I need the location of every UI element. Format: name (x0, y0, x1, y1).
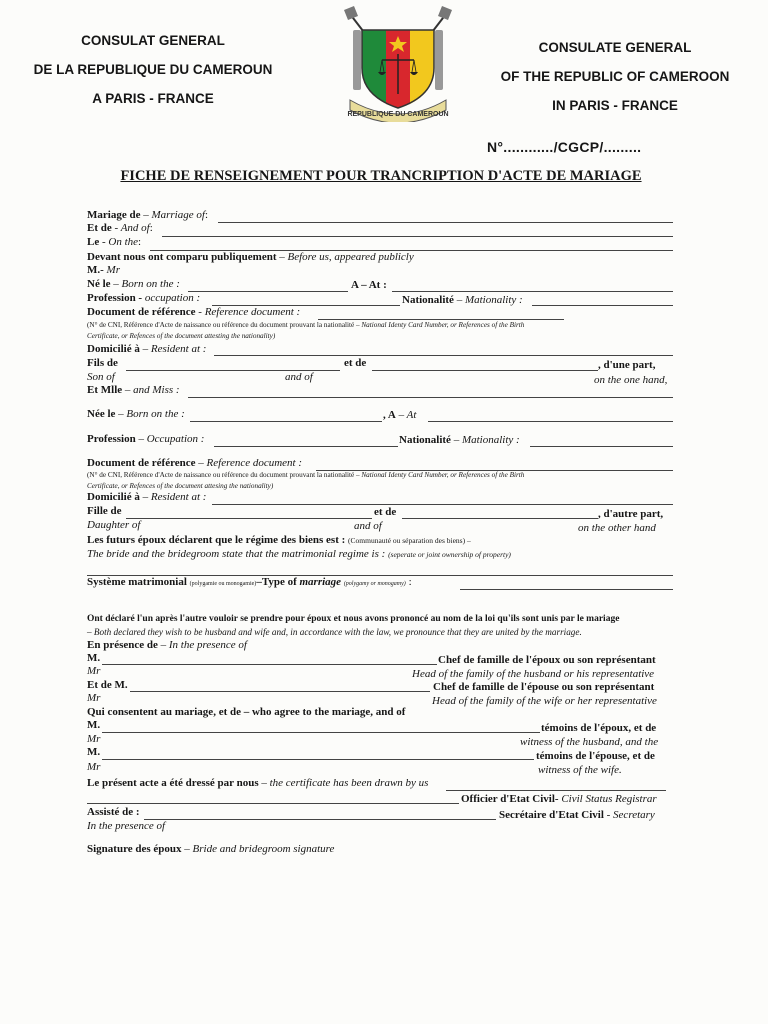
label-nationalite-1: Nationalité (402, 294, 454, 306)
label-other-hand: on the other hand (578, 522, 656, 534)
label-resident-1: – Resident at : (142, 343, 207, 355)
label-signature: Signature des époux (87, 843, 182, 855)
row-profession-2 (87, 433, 675, 447)
header-en-line-2: OF THE REPUBLIC OF CAMEROON (500, 69, 730, 84)
label-in-presence-of: In the presence of (87, 820, 166, 832)
header-fr (8, 26, 298, 113)
docref-note-2-en-2: Certificate, or Refences of the document attesing the nationality) (87, 482, 274, 490)
label-fille-de: Fille de (87, 505, 122, 517)
label-et-mlle: Et Mlle (87, 384, 123, 396)
label-and-of-2: and of (354, 520, 382, 532)
label-and-miss: – and Miss : (124, 384, 180, 396)
label-marriage-of: – Marriage of (143, 209, 205, 221)
row-le: Le - On the: (87, 236, 142, 248)
label-temoin-epoux: témoins de l'époux, et de (541, 722, 657, 734)
input-profession-2[interactable] (214, 446, 398, 447)
label-mationality-1: – Mationality : (456, 294, 523, 306)
label-at-2: – At (398, 409, 417, 421)
label-head-husband: Head of the family of the husband or his representative (412, 668, 655, 680)
label-a-2: , A (383, 409, 396, 421)
label-ne-le: Né le (87, 278, 111, 290)
label-dune-part: , d'une part, (598, 359, 656, 371)
label-consent-fr: Qui consentent au mariage, et de (87, 706, 241, 718)
row-docref-2 (87, 457, 675, 471)
input-mere-2[interactable] (402, 518, 598, 519)
label-dautre-part: , d'autre part, (598, 508, 664, 520)
label-officier: Officier d'Etat Civil- (461, 793, 559, 805)
label-consent-en: – who agree to the mariage, and of (243, 706, 406, 718)
row-regime-en (87, 548, 675, 562)
docref-note-1-en: – National Identy Card Number, or References of the Birth (356, 321, 525, 329)
input-systeme[interactable] (460, 589, 673, 590)
input-pere-2[interactable] (126, 518, 372, 519)
label-declare-en: – Both declared they wish to be husband and wife and, in accordance with the law, we pronounce that they are united by the marriage. (87, 627, 582, 637)
row-presence (87, 639, 675, 653)
label-regime-fr-note: (Communauté ou séparation des biens) – (348, 536, 471, 545)
label-et-de-2: et de (374, 506, 397, 518)
label-systeme-colon: : (408, 576, 412, 588)
row-domicile-2 (87, 491, 675, 505)
label-declare-fr: Ont déclaré l'un après l'autre vouloir se prendre pour époux et nous avons prononcé au nom de la loi qu'ils sont unis par le mariage (87, 614, 620, 624)
header-fr-line-3: A PARIS - FRANCE (92, 91, 214, 106)
label-fils-de: Fils de (87, 357, 118, 369)
row-et-mlle (87, 384, 675, 398)
label-registrar: Civil Status Registrar (561, 793, 657, 805)
label-regime-fr: Les futurs époux déclarent que le régime des biens est : (87, 534, 346, 546)
input-m-1[interactable] (102, 664, 437, 665)
label-mr-3: Mr (87, 733, 101, 745)
input-nationalite-2[interactable] (530, 446, 673, 447)
label-resident-2: – Resident at : (142, 491, 207, 503)
label-one-hand: on the one hand, (594, 374, 668, 386)
label-systeme: Système matrimonial (87, 576, 187, 588)
label-head-wife: Head of the family of the wife or her representative (432, 695, 657, 707)
row-et-de: Et de - And of: (87, 222, 153, 234)
docref-note-1 (87, 320, 657, 342)
label-chef-epoux: Chef de famille de l'époux ou son représentant (438, 654, 656, 666)
label-et-de-1: et de (344, 357, 367, 369)
label-m-4: M. (87, 746, 101, 758)
label-systeme-note: (polygamie ou monogamie) (189, 581, 257, 587)
label-witness-husband: witness of the husband, and the (520, 736, 659, 748)
row-present (87, 777, 675, 791)
label-m-1: M. (87, 652, 101, 664)
label-mr-1: Mr (87, 665, 101, 677)
row-fils-de (87, 357, 675, 371)
row-declare-fr (87, 614, 675, 628)
input-assiste[interactable] (144, 819, 496, 820)
label-nee-le: Née le (87, 408, 116, 420)
header-en-line-3: IN PARIS - FRANCE (552, 98, 678, 113)
label-regime-en-note: (seperate or joint ownership of property) (388, 550, 511, 559)
label-regime-en: The bride and the bridegroom state that the matrimonial regime is : (87, 548, 386, 560)
docref-note-1-fr: (N° de CNI, Référence d'Acte de naissance ou référence du document prouvant la nationalité (87, 321, 355, 329)
header-fr-line-2: DE LA REPUBLIQUE DU CAMEROUN (33, 62, 273, 77)
row-devant (87, 251, 675, 265)
input-m-2[interactable] (130, 691, 430, 692)
label-daughter-of: Daughter of (87, 519, 141, 531)
label-type-note: (polygamy or monogamy) (343, 581, 406, 587)
row-regime-fr (87, 534, 675, 548)
label-a-at: A – At : (351, 279, 387, 291)
label-present-fr: Le présent acte a été dressé par nous (87, 777, 259, 789)
label-devant: Devant nous ont comparu publiquement (87, 251, 277, 263)
row-profession-1 (87, 292, 675, 306)
label-mr-2: Mr (87, 692, 101, 704)
input-nee-le[interactable] (190, 421, 382, 422)
label-witness-wife: witness of the wife. (538, 764, 622, 776)
label-secretaire: Secrétaire d'Etat Civil (499, 809, 604, 821)
input-officier[interactable] (87, 803, 459, 804)
label-born-on: – Born on the : (113, 278, 180, 290)
label-reference-doc-2: – Reference document : (198, 457, 303, 469)
label-domicile-1: Domicilié à (87, 343, 140, 355)
label-assiste: Assisté de : (87, 806, 140, 818)
input-et-mlle[interactable] (188, 397, 673, 398)
a-at-2 (383, 409, 416, 421)
label-marriage: marriage (299, 576, 342, 588)
label-occupation-1: occupation : (144, 292, 201, 304)
form-title: FICHE DE RENSEIGNEMENT POUR TRANCRIPTION D'ACTE DE MARIAGE (120, 168, 642, 184)
label-and-of: - And of (114, 222, 150, 234)
label-reference-doc-1: - Reference document : (198, 306, 301, 318)
label-type-of: –Type of (256, 576, 297, 588)
docref-note-2-en: – National Identy Card Number, or References of the Birth (356, 471, 525, 479)
label-chef-epouse: Chef de famille de l'épouse ou son représentant (433, 681, 655, 693)
secretaire (499, 809, 655, 821)
input-domicile-1[interactable] (214, 355, 673, 356)
label-mationality-2: – Mationality : (453, 434, 520, 446)
header-en (470, 33, 760, 120)
label-before-us: – Before us, appeared publicly (279, 251, 414, 263)
row-nee-le (87, 408, 675, 422)
row-signature (87, 843, 675, 857)
reference-number[interactable]: N°............/CGCP/......... (487, 139, 642, 155)
label-in-presence: – In the presence of (160, 639, 247, 651)
docref-note-2 (87, 470, 657, 492)
label-mr: Mr (106, 264, 120, 276)
label-present-en: – the certificate has been drawn by us (261, 777, 429, 789)
label-docref-2: Document de référence (87, 457, 196, 469)
label-secretary: - Secretary (606, 809, 655, 821)
label-le: Le (87, 236, 100, 248)
row-m-mr (87, 264, 675, 278)
header-en-line-1: CONSULATE GENERAL (538, 40, 692, 55)
label-on-the: - On the (101, 236, 139, 248)
nationalite-1 (402, 294, 523, 306)
input-present[interactable] (446, 790, 666, 791)
label-bride-signature: – Bride and bridegroom signature (184, 843, 335, 855)
label-and-of-1: and of (285, 371, 313, 383)
label-mr-4: Mr (87, 761, 101, 773)
nationalite-2 (399, 434, 520, 446)
label-son-of: Son of (87, 371, 115, 383)
input-mere-1[interactable] (372, 370, 598, 371)
emblem-banner-text: REPUBLIQUE DU CAMEROUN (347, 111, 449, 118)
row-systeme (87, 576, 675, 590)
label-et-de: Et de (87, 222, 112, 234)
header-fr-line-1: CONSULAT GENERAL (81, 33, 225, 48)
label-m: M.- (87, 264, 104, 276)
row-mariage-de: Mariage de – Marriage of: (87, 209, 208, 221)
label-temoin-epouse: témoins de l'épouse, et de (536, 750, 655, 762)
row-consent (87, 706, 675, 720)
label-docref-1: Document de référence (87, 306, 196, 318)
input-m-3[interactable] (102, 732, 540, 733)
docref-note-2-fr: (N° de CNI, Référence d'Acte de naissance ou référence du document prouvant la nationalité (87, 471, 355, 479)
label-et-de-m: Et de M. (87, 679, 128, 691)
input-m-4[interactable] (102, 759, 534, 760)
label-profession-2: Profession (87, 433, 136, 445)
label-en-presence: En présence de (87, 639, 158, 651)
label-profession-1: Profession - (87, 292, 143, 304)
label-m-3: M. (87, 719, 101, 731)
label-domicile-2: Domicilié à (87, 491, 140, 503)
input-lieu-naissance-2[interactable] (428, 421, 673, 422)
label-born-on-2: – Born on the : (118, 408, 185, 420)
label-occupation-2: – Occupation : (138, 433, 205, 445)
docref-note-1-en-2: Certificate, or Refences of the document attesting the nationality) (87, 332, 276, 340)
officier (461, 793, 657, 805)
label-mariage-de: Mariage de (87, 209, 141, 221)
label-nationalite-2: Nationalité (399, 434, 451, 446)
row-docref-1 (87, 306, 675, 320)
coat-of-arms-emblem (336, 4, 460, 122)
